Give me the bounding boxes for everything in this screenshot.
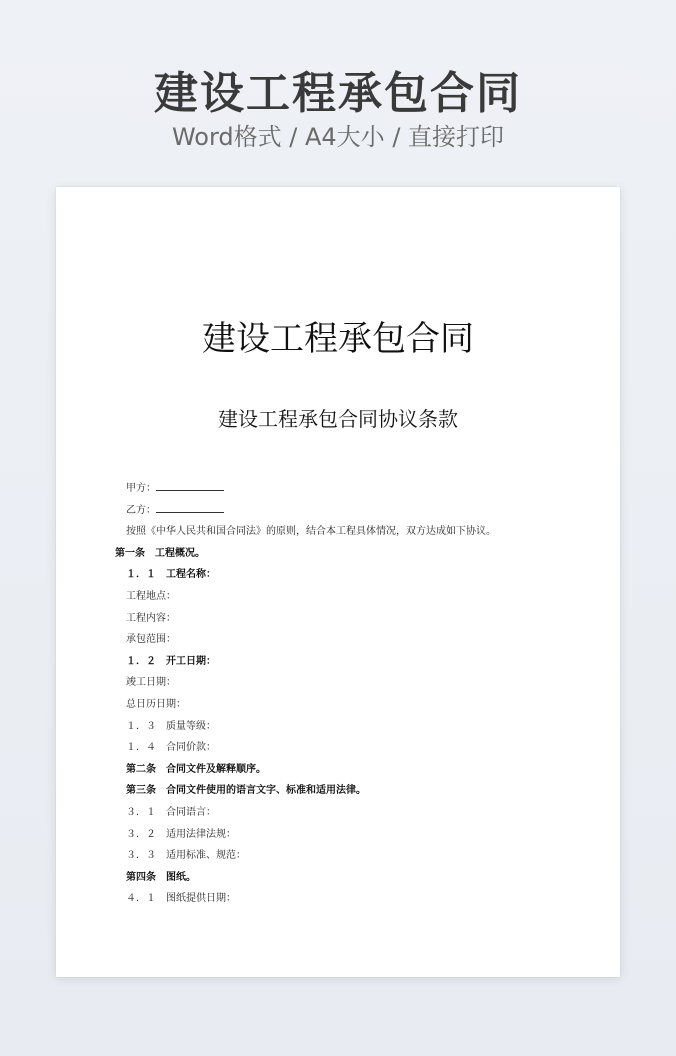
- line-text: 工程地点：: [126, 590, 176, 602]
- document-line: [126, 629, 586, 651]
- document-line: [126, 521, 586, 543]
- line-text: 甲方：: [126, 483, 156, 494]
- document-line: [126, 802, 586, 824]
- line-text: 乙方：: [126, 504, 156, 516]
- document-line: [126, 737, 586, 759]
- document-line: [126, 716, 586, 738]
- document-line: [126, 586, 586, 608]
- document-line: [126, 824, 586, 846]
- document-line: [126, 651, 586, 673]
- document-line: [126, 672, 586, 694]
- line-text: １．３ 质量等级：: [126, 720, 216, 732]
- document-body: [115, 478, 586, 910]
- document-line: [126, 845, 586, 867]
- line-text: 工程内容：: [126, 612, 176, 624]
- fill-in-blank: [156, 500, 224, 513]
- document-line: [115, 543, 586, 565]
- document-page: [56, 187, 620, 977]
- document-line: [126, 867, 586, 889]
- line-text: 承包范围：: [126, 634, 176, 646]
- document-line: [126, 478, 586, 500]
- line-text: ４．１ 图纸提供日期：: [126, 893, 236, 905]
- line-text: １．４ 合同价款：: [126, 742, 216, 754]
- document-title: 建设工程承包合同: [202, 319, 474, 359]
- document-line: [126, 608, 586, 630]
- line-text: 第二条 合同文件及解释顺序。: [126, 763, 266, 775]
- line-text: ３．２ 适用法律法规：: [126, 828, 236, 840]
- line-text: ３．１ 合同语言：: [126, 806, 216, 818]
- document-line: [126, 500, 586, 522]
- banner-subtitle: Word格式 / A4大小 / 直接打印: [171, 123, 505, 151]
- line-text: 第四条 图纸。: [126, 871, 196, 883]
- line-text: １．２ 开工日期：: [126, 655, 216, 667]
- line-text: ３．３ 适用标准、规范：: [126, 850, 246, 862]
- document-subtitle: 建设工程承包合同协议条款: [218, 407, 458, 431]
- line-text: 第一条 工程概况。: [115, 547, 205, 559]
- document-line: [126, 564, 586, 586]
- line-text: １．１ 工程名称：: [126, 569, 216, 581]
- line-text: 竣工日期：: [126, 677, 176, 689]
- line-text: 第三条 合同文件使用的语言文字、标准和适用法律。: [126, 785, 366, 797]
- document-line: [126, 694, 586, 716]
- banner-title: 建设工程承包合同: [154, 68, 522, 119]
- document-line: [126, 759, 586, 781]
- document-line: [126, 780, 586, 802]
- line-text: 总日历日期：: [126, 698, 186, 710]
- fill-in-blank: [156, 478, 224, 491]
- line-text: 按照《中华人民共和国合同法》的原则，结合本工程具体情况，双方达成如下协议。: [126, 526, 496, 538]
- document-line: [126, 888, 586, 910]
